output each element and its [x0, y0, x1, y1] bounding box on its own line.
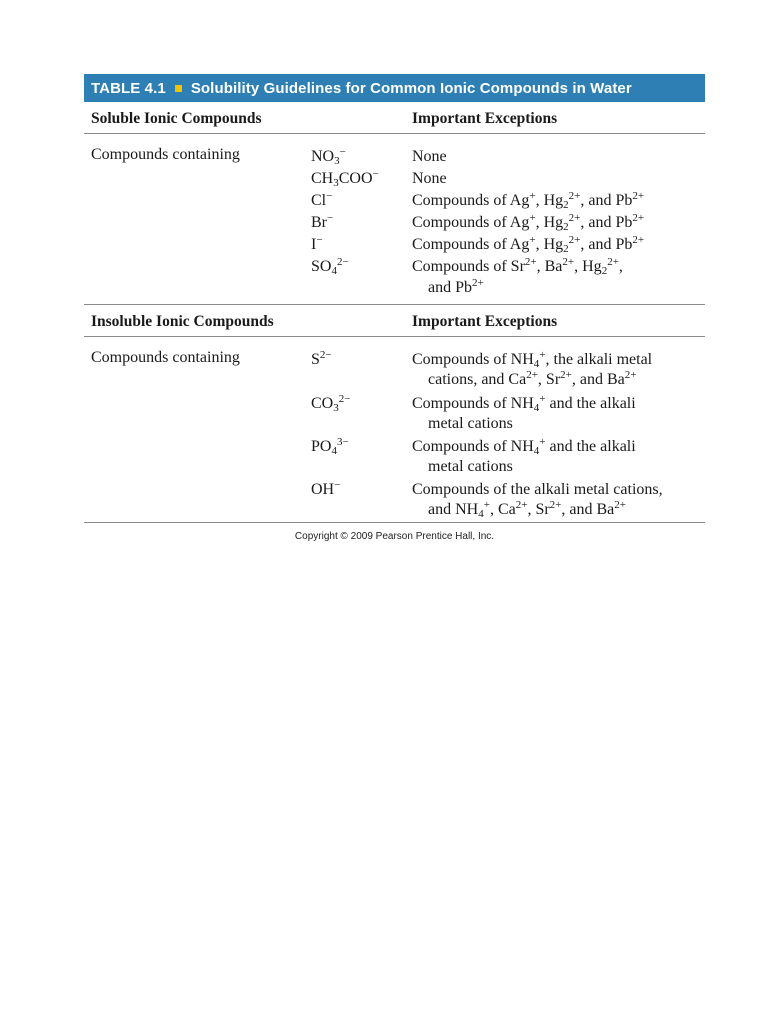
exception-cell: Compounds of Ag+, $Hg_2^{2+}$, and $Pb^{2+}$ — [412, 234, 645, 255]
soluble-header-right: Important Exceptions — [412, 110, 558, 127]
square-bullet-icon — [175, 85, 182, 92]
exception-cell: metal cations — [428, 415, 513, 432]
ion-cell: Br− — [311, 212, 334, 231]
exception-cell: Compounds of Ag+, $Hg_2^{2+}$, and $Pb^{2+}$ — [412, 212, 645, 233]
insoluble-header-left: Insoluble Ionic Compounds — [91, 313, 274, 330]
insoluble-header — [84, 305, 705, 337]
ion-cell: Cl− — [311, 190, 333, 209]
ion-cell: OH− — [311, 479, 341, 498]
soluble-header-left: Soluble Ionic Compounds — [91, 110, 262, 127]
solubility-table — [84, 74, 705, 542]
exception-cell: Compounds of $NH_4^+$, the alkali metal — [412, 349, 653, 370]
ion-cell: $S^{2-}$ — [311, 349, 332, 368]
ion-cell: $CH_3COO^-$ — [311, 168, 379, 189]
insoluble-body — [84, 337, 705, 523]
exception-cell: metal cations — [428, 458, 513, 475]
copyright-notice: Copyright © 2009 Pearson Prentice Hall, Inc. — [294, 531, 495, 542]
soluble-containing-label: Compounds containing — [91, 146, 240, 163]
ion-cell: $PO_4^{3-}$ — [311, 436, 349, 457]
ion-cell: $SO_4^{2-}$ — [311, 256, 349, 277]
ion-cell: I− — [311, 234, 323, 253]
insoluble-header-right: Important Exceptions — [412, 313, 558, 330]
table-title-bar — [84, 74, 705, 102]
soluble-body — [84, 134, 705, 305]
exception-cell: and $NH_4^+$, $Ca^{2+}$, $Sr^{2+}$, and $Ba^{2+}$ — [428, 499, 626, 520]
exception-cell: Compounds of $NH_4^+$ and the alkali — [412, 436, 636, 457]
ion-cell: $NO_3^-$ — [311, 146, 346, 167]
soluble-header — [84, 102, 705, 134]
exception-cell: Compounds of $NH_4^+$ and the alkali — [412, 393, 636, 414]
ion-cell: $CO_3^{2-}$ — [311, 393, 351, 414]
exception-cell: Compounds of $Sr^{2+}$, $Ba^{2+}$, $Hg_2^{2+}$, — [412, 256, 623, 277]
exception-cell: None — [412, 148, 447, 165]
table-label: TABLE 4.1 — [91, 79, 166, 97]
exception-cell: None — [412, 170, 447, 187]
table-title: Solubility Guidelines for Common Ionic Compounds in Water — [190, 79, 632, 97]
insoluble-containing-label: Compounds containing — [91, 349, 240, 366]
exception-cell: Compounds of the alkali metal cations, — [412, 481, 663, 498]
exception-cell: cations, and $Ca^{2+}$, $Sr^{2+}$, and $Ba^{2+}$ — [428, 369, 637, 388]
exception-cell: and $Pb^{2+}$ — [428, 277, 484, 296]
exception-cell: Compounds of Ag+, $Hg_2^{2+}$, and $Pb^{2+}$ — [412, 190, 645, 211]
